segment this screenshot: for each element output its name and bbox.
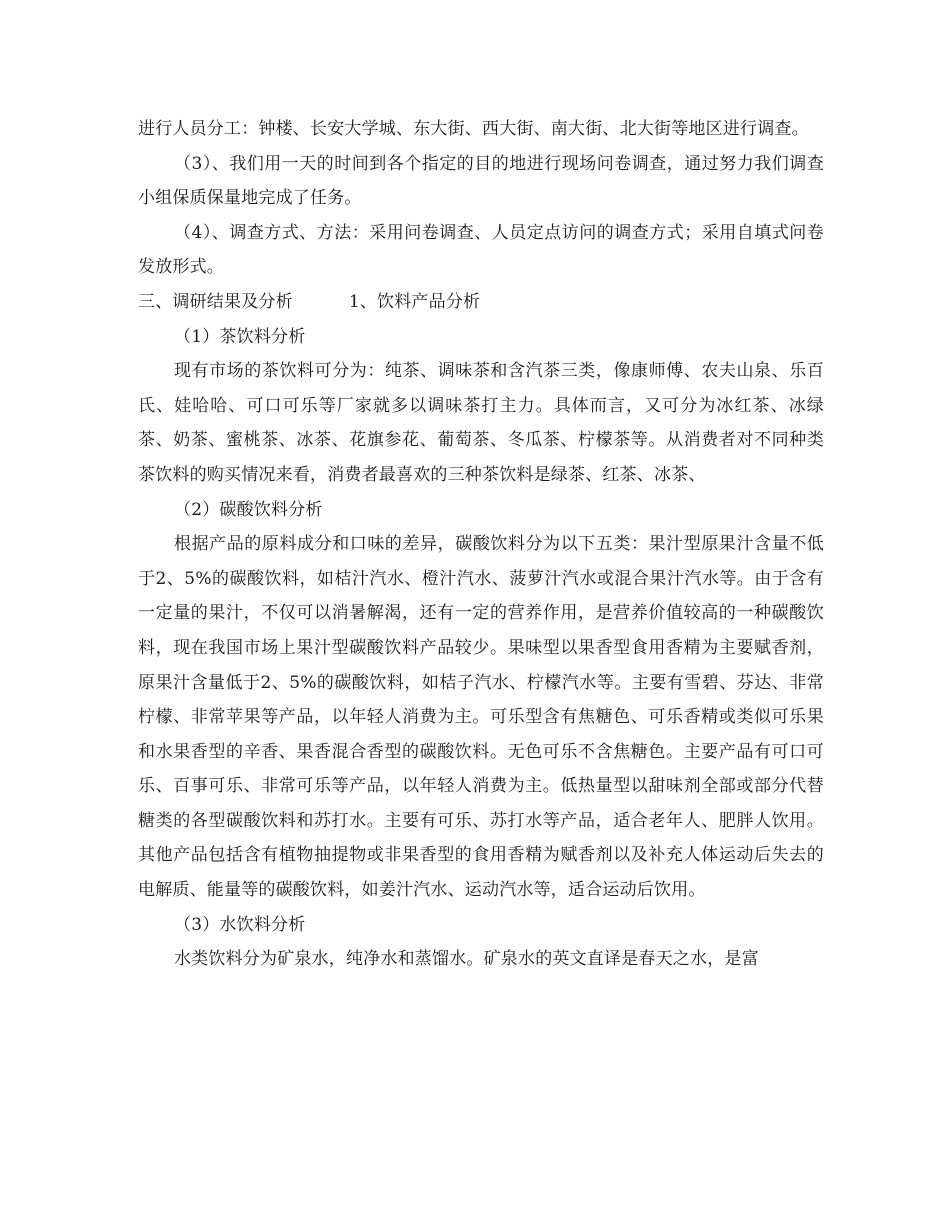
document-body	[138, 112, 824, 977]
paragraph-tea-analysis: 现有市场的茶饮料可分为：纯茶、调味茶和含汽茶三类，像康师傅、农夫山泉、乐百氏、娃哈哈、可口可乐等厂家就多以调味茶打主力。具体而言，又可分为冰红茶、冰绿茶、奶茶、蜜桃茶、冰茶、花旗参花、葡萄茶、冬瓜茶、柠檬茶等。从消费者对不同种类茶饮料的购买情况来看，消费者最喜欢的三种茶饮料是绿茶、红茶、冰茶、	[138, 361, 824, 485]
heading-soda-analysis: （2）碳酸饮料分析	[174, 499, 323, 520]
section-heading: 三、调研结果及分析	[138, 291, 293, 312]
section-heading-row	[138, 285, 824, 320]
paragraph-staff-assignment: 进行人员分工：钟楼、长安大学城、东大街、西大街、南大街、北大街等地区进行调查。	[138, 119, 809, 139]
paragraph-survey-method: （4）、调查方式、方法：采用问卷调查、人员定点访问的调查方式；采用自填式问卷发放形式。	[138, 222, 824, 278]
heading-water-analysis: （3）水饮料分析	[174, 914, 306, 935]
paragraph-water-analysis: 水类饮料分为矿泉水，纯净水和蒸馏水。矿泉水的英文直译是春天之水，是富	[174, 949, 759, 970]
paragraph-field-survey: （3）、我们用一天的时间到各个指定的目的地进行现场问卷调查，通过努力我们调查小组保质保量地完成了任务。	[138, 153, 824, 209]
paragraph-soda-analysis: 根据产品的原料成分和口味的差异，碳酸饮料分为以下五类：果汁型原果汁含量不低于2、5%的碳酸饮料，如桔汁汽水、橙汁汽水、菠萝汁汽水或混合果汁汽水等。由于含有一定量的果汁，不仅可以消暑解渴，还有一定的营养作用，是营养价值较高的一种碳酸饮料，现在我国市场上果汁型碳酸饮料产品较少。果味型以果香型食用香精为主要赋香剂，原果汁含量低于2、5%的碳酸饮料，如桔子汽水、柠檬汽水等。主要有雪碧、芬达、非常柠檬、非常苹果等产品，以年轻人消费为主。可乐型含有焦糖色、可乐香精或类似可乐果和水果香型的辛香、果香混合香型的碳酸饮料。无色可乐不含焦糖色。主要产品有可口可乐、百事可乐、非常可乐等产品，以年轻人消费为主。低热量型以甜味剂全部或部分代替糖类的各型碳酸饮料和苏打水。主要有可乐、苏打水等产品，适合老年人、肥胖人饮用。 其他产品包括含有植物抽提物或非果香型的食用香精为赋香剂以及补充人体运动后失去的电解质、能量等的碳酸饮料，如姜汁汽水、运动汽水等，适合运动后饮用。	[138, 534, 824, 901]
heading-tea-analysis: （1）茶饮料分析	[174, 326, 306, 347]
section-subheading: 1、饮料产品分析	[348, 291, 481, 312]
